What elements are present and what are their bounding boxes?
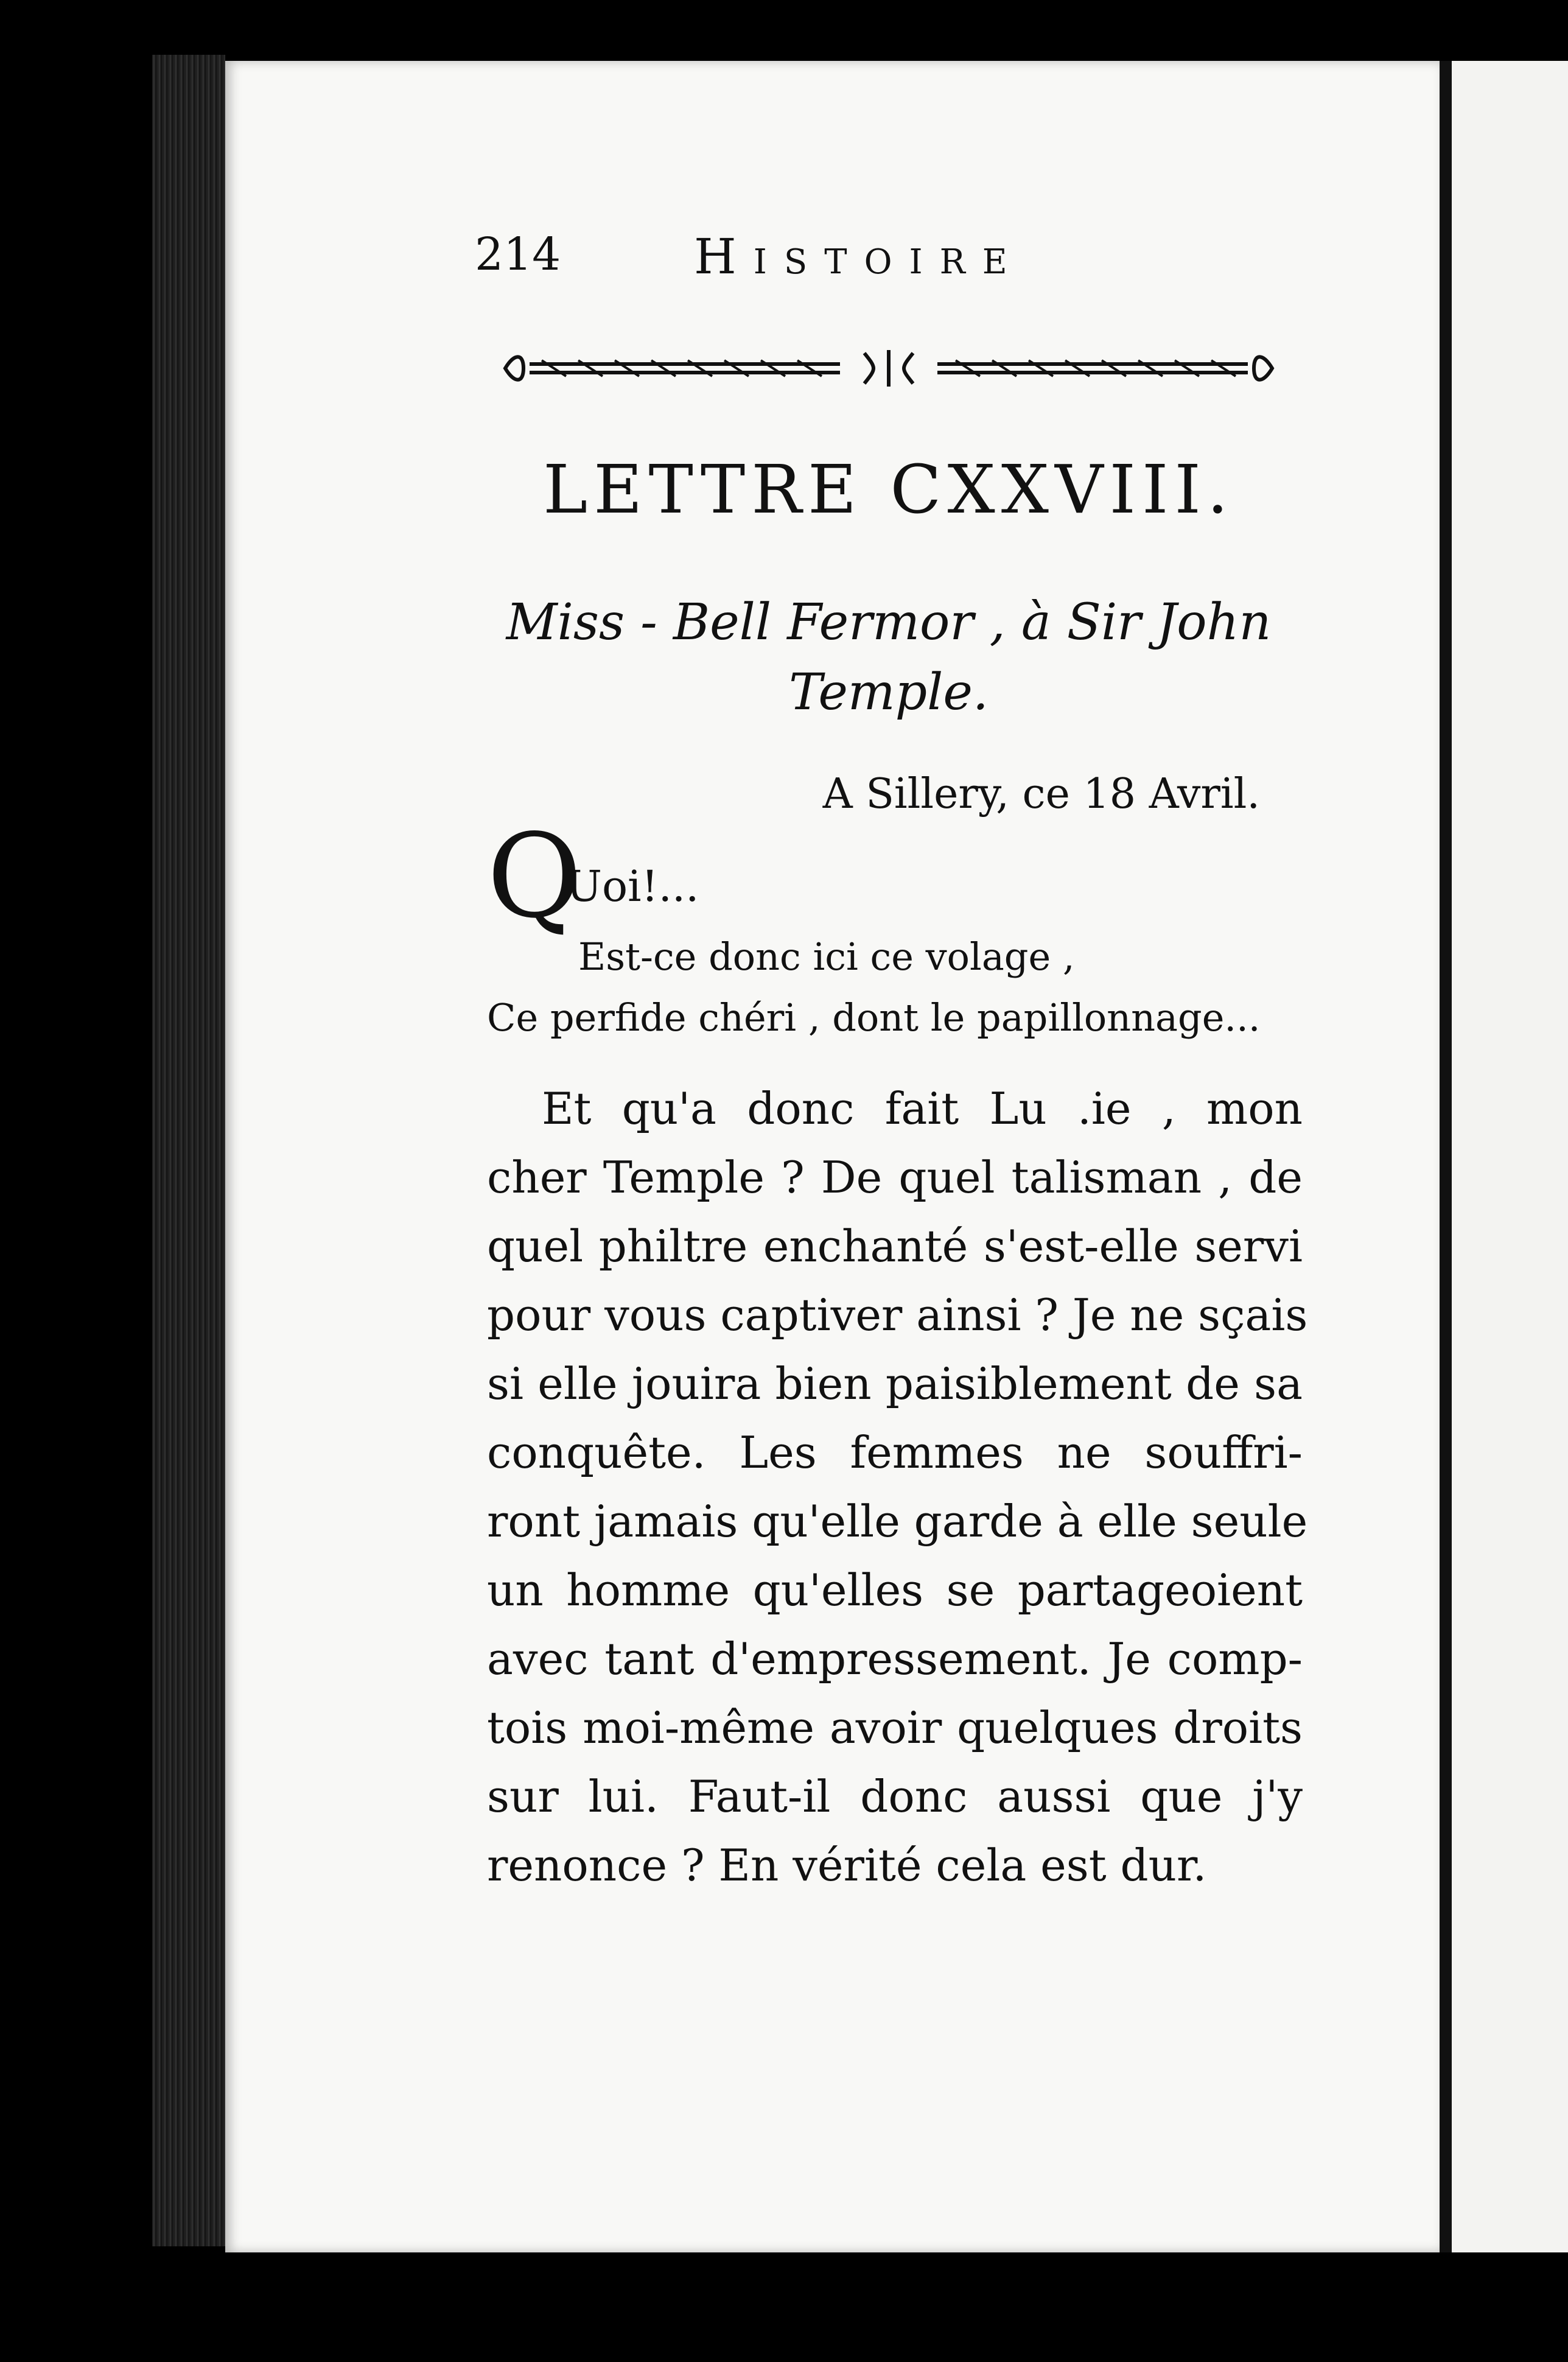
letter-addressee — [475, 587, 1303, 727]
letter-dateline: A Sillery, ce 18 Avril. — [822, 770, 1260, 818]
body-line: ront jamais qu'elle garde à elle seule — [487, 1496, 1308, 1547]
running-head — [475, 228, 1327, 295]
body-line: renonce ? En vérité cela est dur. — [487, 1840, 1207, 1891]
addressee-line-2: Temple. — [789, 664, 989, 721]
body-line: sur lui. Faut-il donc aussi que j'y — [487, 1771, 1303, 1822]
body-line: Et qu'a donc fait Lu .ie , mon — [542, 1083, 1303, 1134]
body-line: si elle jouira bien paisiblement de sa — [487, 1358, 1303, 1409]
letter-body — [487, 1074, 1308, 1900]
body-line: avec tant d'empressement. Je comp- — [487, 1633, 1303, 1684]
verse-line-1: Est-ce donc ici ce volage , — [578, 934, 1075, 979]
drop-cap: Q — [487, 809, 582, 944]
body-line: conquête. Les femmes ne souffri- — [487, 1427, 1303, 1478]
decorative-ornament-band — [499, 347, 1278, 390]
book-page-edges — [152, 55, 225, 2246]
letter-heading: LETTRE CXXVIII. — [543, 450, 1234, 528]
opening-word: Uoi!... — [566, 861, 699, 911]
body-line: pour vous captiver ainsi ? Je ne sçais — [487, 1289, 1308, 1340]
page-gutter — [1440, 61, 1452, 2252]
page-number: 214 — [475, 228, 561, 281]
running-title: Histoire — [694, 228, 1024, 285]
body-line: un homme qu'elles se partageoient — [487, 1565, 1303, 1616]
body-line: quel philtre enchanté s'est-elle servi — [487, 1221, 1303, 1272]
verse-line-2: Ce perfide chéri , dont le papillonnage... — [487, 995, 1261, 1040]
addressee-line-1: Miss - Bell Fermor , à Sir John — [506, 594, 1272, 651]
body-line: tois moi-même avoir quelques droits — [487, 1702, 1303, 1753]
facing-page-edge — [1452, 61, 1568, 2252]
body-line: cher Temple ? De quel talisman , de — [487, 1152, 1303, 1203]
